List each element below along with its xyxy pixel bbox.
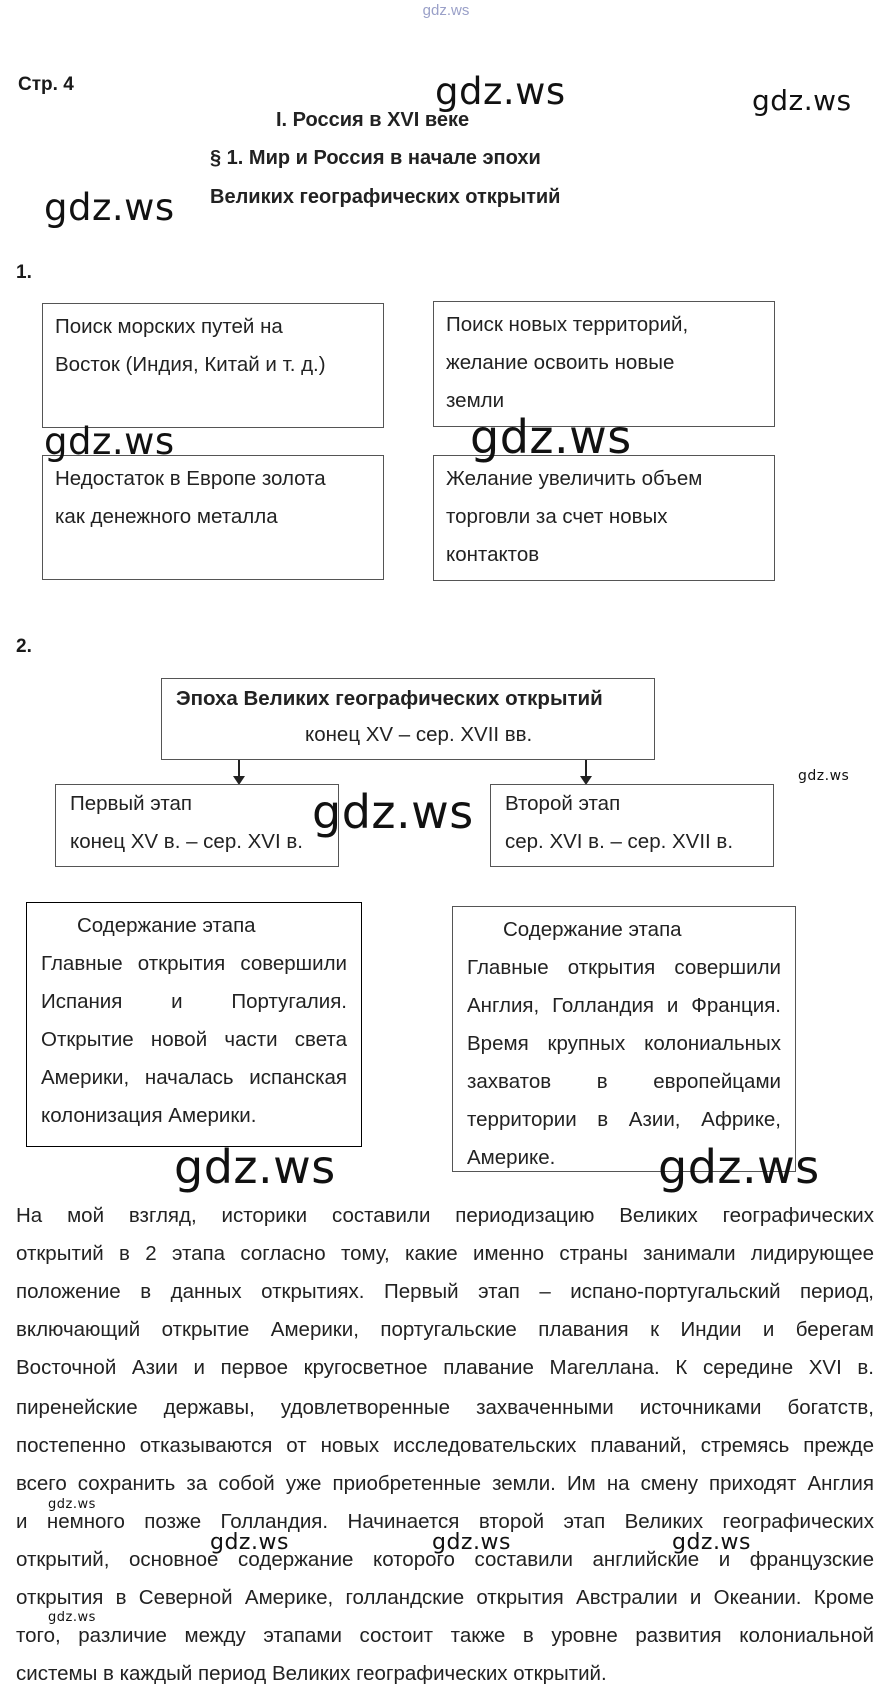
box-line: Поиск новых территорий,	[446, 313, 689, 336]
epoch-box	[161, 678, 655, 760]
content-line: Америке.	[467, 1146, 556, 1169]
paragraph-line: пиренейские державы, удовлетворенные захваченными источниками богатств,	[16, 1396, 874, 1419]
epoch-title: Эпоха Великих географических открытий	[176, 687, 603, 710]
watermark: gdz.ws	[752, 84, 852, 117]
content-line: Главные открытия совершили	[467, 956, 781, 979]
stage1-content-box	[26, 902, 362, 1147]
watermark: gdz.ws	[672, 1530, 751, 1555]
content-line: колонизация Америки.	[41, 1104, 257, 1127]
cause-box	[42, 303, 384, 428]
watermark: gdz.ws	[658, 1140, 820, 1194]
content-line: Время крупных колониальных	[467, 1032, 781, 1055]
box-line: желание освоить новые	[446, 351, 675, 374]
paragraph-line: системы в каждый период Великих географических открытий.	[16, 1662, 607, 1685]
box-line: контактов	[446, 543, 540, 566]
content-line: Англия, Голландия и Франция.	[467, 994, 781, 1017]
content-line: Открытие новой части света	[41, 1028, 347, 1051]
content-line: захватов в европейцами	[467, 1070, 781, 1093]
watermark: gdz.ws	[470, 410, 632, 464]
paragraph-line: постепенно отказываются от новых исследовательских плаваний, стремясь прежде	[16, 1434, 874, 1457]
paragraph-line: включающий открытие Америки, португальские плавания к Индии и берегам	[16, 1318, 874, 1341]
cause-box	[433, 455, 775, 581]
watermark: gdz.ws	[435, 70, 566, 113]
stage1-box	[55, 784, 339, 867]
stage-title: Второй этап	[505, 792, 621, 815]
paragraph-line: положение в данных открытиях. Первый этап – испано-португальский период,	[16, 1280, 874, 1303]
arrow-line	[585, 760, 587, 777]
stage2-content-box	[452, 906, 796, 1172]
page-number-label: Стр. 4	[18, 74, 74, 95]
watermark: gdz.ws	[312, 785, 474, 839]
paragraph-line: Восточной Азии и первое кругосветное плавание Магеллана. К середине XVI в.	[16, 1356, 874, 1379]
box-line: Восток (Индия, Китай и т. д.)	[55, 353, 326, 376]
cause-box	[433, 301, 775, 427]
content-line: Главные открытия совершили	[41, 952, 347, 975]
content-line: Испания и Португалия.	[41, 990, 347, 1013]
watermark: gdz.ws	[174, 1140, 336, 1194]
box-line: земли	[446, 389, 505, 412]
paragraph-line: На мой взгляд, историки составили периодизацию Великих географических	[16, 1204, 874, 1227]
top-watermark: gdz.ws	[422, 2, 470, 19]
box-line: Поиск морских путей на	[55, 315, 283, 338]
box-line: Недостаток в Европе золота	[55, 467, 326, 490]
content-heading: Содержание этапа	[503, 918, 682, 941]
watermark: gdz.ws	[210, 1530, 289, 1555]
watermark: gdz.ws	[48, 1610, 96, 1625]
paragraph-line: и немного позже Голландия. Начинается второй этап Великих географических	[16, 1510, 874, 1533]
answer-paragraph	[16, 1197, 874, 1693]
box-line: Желание увеличить объем	[446, 467, 703, 490]
watermark: gdz.ws	[798, 768, 850, 784]
content-line: Америки, началась испанская	[41, 1066, 347, 1089]
task-number: 2.	[16, 636, 32, 657]
watermark: gdz.ws	[44, 420, 175, 463]
paragraph-line: открытия в Северной Америке, голландские открытия Австралии и Океании. Кроме	[16, 1586, 874, 1609]
paragraph-line: того, различие между этапами состоит также в уровне развития колониальной	[16, 1624, 874, 1647]
paragraph-line: всего сохранить за собой уже приобретенные земли. Им на смену приходят Англия	[16, 1472, 874, 1495]
watermark: gdz.ws	[44, 186, 175, 229]
content-heading: Содержание этапа	[77, 914, 256, 937]
paragraph-line: открытий, основное содержание которого составили английские и французские	[16, 1548, 874, 1571]
content-line: территории в Азии, Африке,	[467, 1108, 781, 1131]
paragraph-line: открытий в 2 этапа согласно тому, какие именно страны занимали лидирующее	[16, 1242, 874, 1265]
section-title-line1: § 1. Мир и Россия в начале эпохи	[210, 147, 541, 169]
arrow-line	[238, 760, 240, 777]
box-line: торговли за счет новых	[446, 505, 668, 528]
watermark: gdz.ws	[432, 1530, 511, 1555]
stage-period: сер. XVI в. – сер. XVII в.	[505, 830, 734, 853]
cause-box	[42, 455, 384, 580]
stage-title: Первый этап	[70, 792, 192, 815]
chapter-title: I. Россия в XVI веке	[276, 109, 470, 131]
epoch-period: конец XV – сер. XVII вв.	[305, 723, 533, 746]
task-number: 1.	[16, 262, 32, 283]
box-line: как денежного металла	[55, 505, 278, 528]
stage-period: конец XV в. – сер. XVI в.	[70, 830, 303, 853]
watermark: gdz.ws	[48, 1497, 96, 1512]
stage2-box	[490, 784, 774, 867]
section-title-line2: Великих географических открытий	[210, 186, 561, 208]
